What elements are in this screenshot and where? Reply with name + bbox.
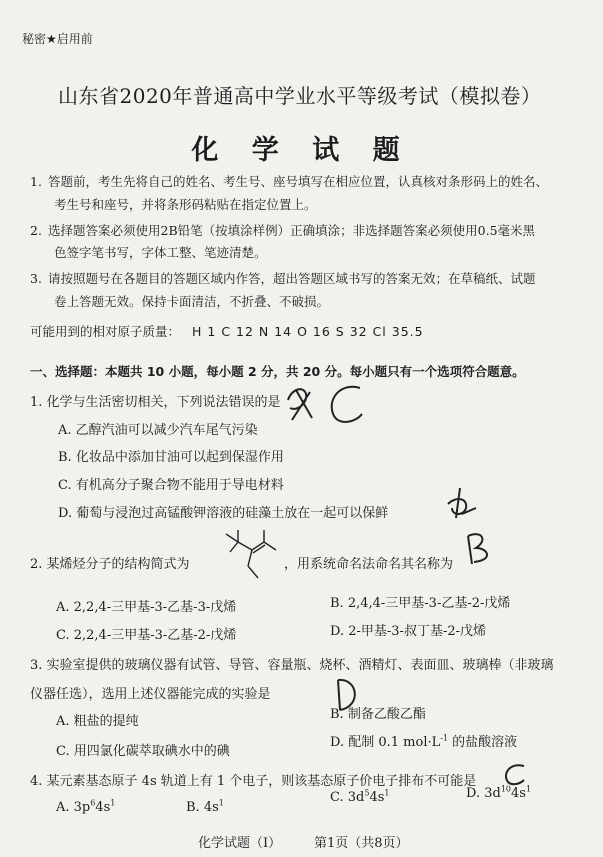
note-1: [30, 172, 548, 192]
note-1-cont: 考生号和座号，并将条形码粘贴在指定位置上。: [54, 197, 317, 212]
exam-title: 山东省2020年普通高中学业水平等级考试（模拟卷）: [58, 84, 542, 108]
q2-stem-post: ，用系统命名法命名其名称为: [284, 557, 454, 572]
q3-option-d: [330, 731, 517, 750]
q4-stem: 4. 某元素基态原子 4s 轨道上有 1 个电子，则该基态原子价电子排布不可能是: [30, 774, 477, 789]
q3-option-d-text: D. 配制 0.1 mol·L: [330, 735, 441, 750]
handwritten-check-mark: [442, 484, 482, 524]
atomic-masses-values: H 1 C 12 N 14 O 16 S 32 Cl 35.5: [192, 324, 424, 339]
q3-option-c: C. 用四氯化碳萃取碘水中的碘: [56, 744, 230, 759]
footer-page-number: 第1页（共8页）: [314, 836, 409, 851]
note-3: [30, 269, 536, 289]
q1-option-a: A. 乙醇汽油可以减少汽车尾气污染: [58, 423, 258, 438]
note-number: 1.: [30, 174, 42, 189]
note-text: 答题前，考生先将自己的姓名、考生号、座号填写在相应位置，认真核对条形码上的姓名、: [48, 174, 549, 189]
q3-option-d-tail: 的盐酸溶液: [448, 735, 518, 750]
note-3-cont: 卷上答题无效。保持卡面清洁，不折叠、不破损。: [54, 294, 330, 309]
q3-stem-line1: 3. 实验室提供的玻璃仪器有试管、导管、容量瓶、烧杯、酒精灯、表面皿、玻璃棒（非玻璃: [30, 658, 554, 673]
q2-stem-pre: 2. 某烯烃分子的结构简式为: [30, 557, 190, 572]
note-2-cont: 色签字笔书写，字体工整、笔迹清楚。: [54, 245, 267, 260]
secret-label: 秘密★启用前: [22, 32, 93, 46]
note-text: 请按照题号在各题目的答题区域内作答，超出答题区域书写的答案无效；在草稿纸、试题: [48, 271, 536, 286]
note-text: 选择题答案必须使用2B铅笔（按填涂样例）正确填涂；非选择题答案必须使用0.5毫米黑: [48, 223, 536, 238]
q4-option-a: A. $3p^64s^1$: [56, 798, 116, 815]
q1-option-d: D. 葡萄与浸泡过高锰酸钾溶液的硅藻土放在一起可以保鲜: [58, 506, 389, 521]
q2-option-b: B. 2,4,4-三甲基-3-乙基-2-戊烯: [330, 596, 511, 611]
q3-option-a: A. 粗盐的提纯: [56, 714, 139, 729]
note-number: 3.: [30, 271, 42, 286]
note-2: [30, 221, 535, 241]
handwritten-answer-mark: [460, 530, 510, 570]
atomic-masses: [30, 322, 424, 340]
section-1-title: 一、选择题：本题共 10 小题，每小题 2 分，共 20 分。每小题只有一个选项符合题意。: [30, 364, 525, 379]
subject-title: 化 学 试 题: [191, 135, 412, 166]
note-number: 2.: [30, 223, 42, 238]
q4-option-b: B. $4s^1$: [186, 798, 224, 815]
q2-option-c: C. 2,2,4-三甲基-3-乙基-2-戊烯: [56, 628, 237, 643]
skeletal-structure-icon: [208, 528, 280, 586]
handwritten-answer-mark: [282, 378, 382, 428]
footer-subject: 化学试题（Ⅰ）: [198, 836, 282, 851]
q1-option-b: B. 化妆品中添加甘油可以起到保湿作用: [58, 450, 284, 465]
q2-option-a: A. 2,2,4-三甲基-3-乙基-3-戊烯: [56, 600, 237, 615]
atomic-masses-label: 可能用到的相对原子质量：: [30, 324, 181, 339]
q4-option-c: C. $3d^54s^1$: [330, 788, 390, 805]
q1-stem: 1. 化学与生活密切相关，下列说法错误的是: [30, 395, 281, 410]
q1-option-c: C. 有机高分子聚合物不能用于导电材料: [58, 478, 284, 493]
superscript: -1: [440, 733, 449, 743]
q4-option-d: D. $3d^{10}4s^1$: [466, 784, 532, 801]
q3-stem-line2: 仪器任选），选用上述仪器能完成的实验是: [30, 687, 271, 702]
q2-option-d: D. 2-甲基-3-叔丁基-2-戊烯: [330, 624, 487, 639]
q3-option-b: B. 制备乙酸乙酯: [330, 707, 426, 722]
